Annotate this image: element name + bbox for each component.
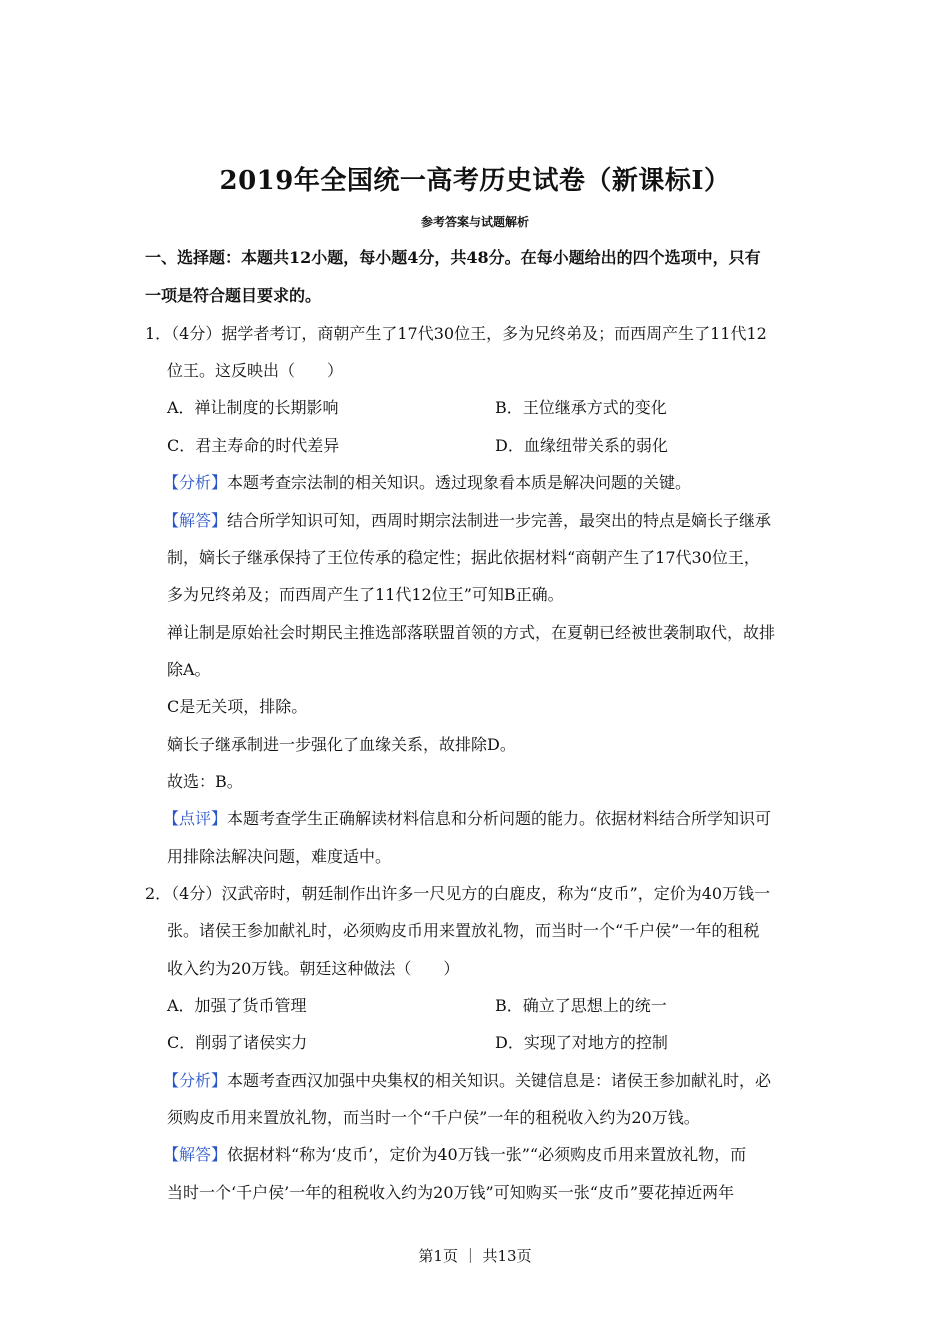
section-heading-line1: 一、选择题：本题共12小题，每小题4分，共48分。在每小题给出的四个选项中，只有 xyxy=(145,248,761,267)
q1-stem-line1: 1．（4分）据学者考订，商朝产生了17代30位王，多为兄终弟及；而西周产生了11代12 xyxy=(145,324,767,343)
q1-answer-line3: 多为兄终弟及；而西周产生了11代12位王”可知B正确。 xyxy=(167,585,564,604)
page-title: 2019年全国统一高考历史试卷（新课标Ⅰ） xyxy=(219,166,731,196)
page-subtitle: 参考答案与试题解析 xyxy=(420,215,529,229)
q2-option-b: B．确立了思想上的统一 xyxy=(495,996,667,1015)
q1-answer-text1: 结合所学知识可知，西周时期宗法制进一步完善，最突出的特点是嫡长子继承 xyxy=(227,511,772,530)
q2-option-d: D．实现了对地方的控制 xyxy=(495,1033,668,1052)
analysis-tag: 【分析】 xyxy=(163,1071,228,1090)
q2-stem-line2: 张。诸侯王参加献礼时，必须购皮币用来置放礼物，而当时一个“千户侯”一年的租税 xyxy=(167,921,760,940)
q2-answer-text1: 依据材料“称为‘皮币’，定价为40万钱一张”“必须购皮币用来置放礼物，而 xyxy=(227,1145,747,1164)
q1-answer-line7: 嫡长子继承制进一步强化了血缘关系，故排除D。 xyxy=(167,735,516,754)
comment-tag: 【点评】 xyxy=(163,809,228,828)
answer-tag: 【解答】 xyxy=(163,511,228,530)
q1-option-a: A．禅让制度的长期影响 xyxy=(167,398,339,417)
q1-answer-line2: 制，嫡长子继承保持了王位传承的稳定性；据此依据材料“商朝产生了17代30位王， xyxy=(167,548,760,567)
q1-answer-line8: 故选：B。 xyxy=(167,772,243,791)
answer-tag: 【解答】 xyxy=(163,1145,228,1164)
section-heading-line2: 一项是符合题目要求的。 xyxy=(145,286,322,305)
analysis-tag: 【分析】 xyxy=(163,473,228,492)
q1-option-c: C．君主寿命的时代差异 xyxy=(167,436,340,455)
q2-stem-line1: 2．（4分）汉武帝时，朝廷制作出许多一尺见方的白鹿皮，称为“皮币”，定价为40万钱一 xyxy=(145,884,771,903)
q1-stem-line2: 位王。这反映出（ ） xyxy=(167,361,344,380)
q1-analysis xyxy=(163,472,691,494)
q2-option-c: C．削弱了诸侯实力 xyxy=(167,1033,308,1052)
q1-option-b: B．王位继承方式的变化 xyxy=(495,398,667,417)
q2-answer-line2: 当时一个‘千户侯’一年的租税收入约为20万钱”可知购买一张“皮币”要花掉近两年 xyxy=(167,1183,735,1202)
q1-analysis-text: 本题考查宗法制的相关知识。透过现象看本质是解决问题的关键。 xyxy=(227,473,692,492)
q2-option-a: A．加强了货币管理 xyxy=(167,996,307,1015)
q2-analysis-line1 xyxy=(163,1070,771,1092)
q1-answer-line4: 禅让制是原始社会时期民主推选部落联盟首领的方式，在夏朝已经被世袭制取代，故排 xyxy=(167,623,776,642)
q1-comment-line1 xyxy=(163,808,771,830)
q1-comment-text1: 本题考查学生正确解读材料信息和分析问题的能力。依据材料结合所学知识可 xyxy=(227,809,772,828)
q2-answer-line1 xyxy=(163,1144,746,1166)
q2-analysis-text1: 本题考查西汉加强中央集权的相关知识。关键信息是：诸侯王参加献礼时，必 xyxy=(227,1071,772,1090)
q1-option-d: D．血缘纽带关系的弱化 xyxy=(495,436,668,455)
q2-analysis-line2: 须购皮币用来置放礼物，而当时一个“千户侯”一年的租税收入约为20万钱。 xyxy=(167,1108,700,1127)
q1-answer-line6: C是无关项，排除。 xyxy=(167,697,308,716)
q1-answer-line1 xyxy=(163,510,771,532)
q1-answer-line5: 除A。 xyxy=(167,660,211,679)
q2-stem-line3: 收入约为20万钱。朝廷这种做法（ ） xyxy=(167,959,460,978)
page-footer: 第1页 ｜ 共13页 xyxy=(418,1247,532,1265)
q1-comment-line2: 用排除法解决问题，难度适中。 xyxy=(167,847,392,866)
